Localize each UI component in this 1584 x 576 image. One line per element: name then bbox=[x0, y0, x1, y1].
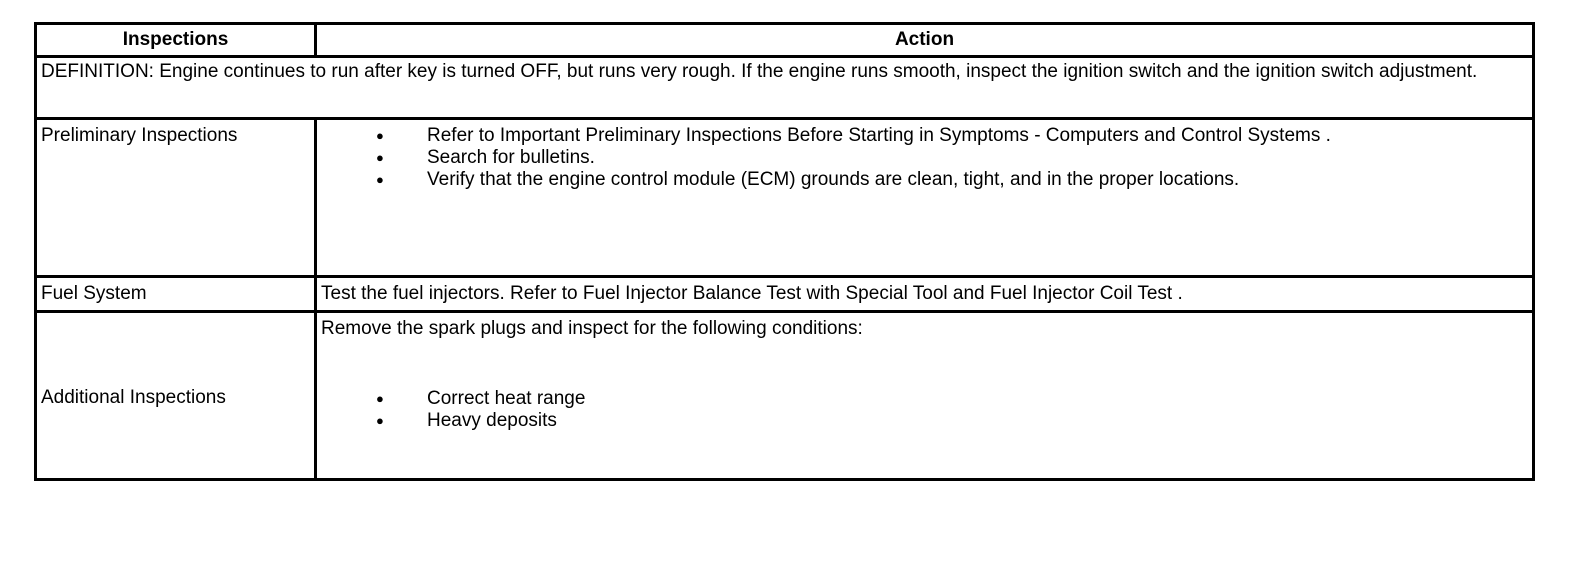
spacer bbox=[321, 340, 1528, 388]
bullet-list bbox=[321, 388, 1528, 432]
row-action-additional bbox=[316, 312, 1534, 480]
row-label-fuel-system: Fuel System bbox=[36, 277, 316, 312]
header-action: Action bbox=[316, 24, 1534, 57]
definition-row bbox=[36, 57, 1534, 119]
header-row bbox=[36, 24, 1534, 57]
table-row bbox=[36, 277, 1534, 312]
list-item: ● Correct heat range bbox=[321, 388, 1528, 410]
diagnostic-table bbox=[34, 22, 1535, 481]
row-action-fuel-system: Test the fuel injectors. Refer to Fuel Injector Balance Test with Special Tool and Fuel Injector Coil Test . bbox=[316, 277, 1534, 312]
row-label-preliminary: Preliminary Inspections bbox=[36, 119, 316, 277]
list-item: ● Search for bulletins. bbox=[321, 147, 1528, 169]
intro-text: Remove the spark plugs and inspect for the following conditions: bbox=[321, 318, 863, 339]
row-action-preliminary bbox=[316, 119, 1534, 277]
list-item: ● Heavy deposits bbox=[321, 410, 1528, 432]
table-row bbox=[36, 312, 1534, 480]
row-label-additional: Additional Inspections bbox=[36, 312, 316, 480]
bullet-list bbox=[321, 125, 1528, 191]
table-row bbox=[36, 119, 1534, 277]
header-inspections: Inspections bbox=[36, 24, 316, 57]
list-item: ● Refer to Important Preliminary Inspections Before Starting in Symptoms - Computers and Control Systems . bbox=[321, 125, 1528, 147]
definition-text: DEFINITION: Engine continues to run after key is turned OFF, but runs very rough. If the engine runs smooth, inspect the ignition switch and the ignition switch adjustment. bbox=[36, 57, 1534, 119]
list-item: ● Verify that the engine control module (ECM) grounds are clean, tight, and in the proper locations. bbox=[321, 169, 1528, 191]
